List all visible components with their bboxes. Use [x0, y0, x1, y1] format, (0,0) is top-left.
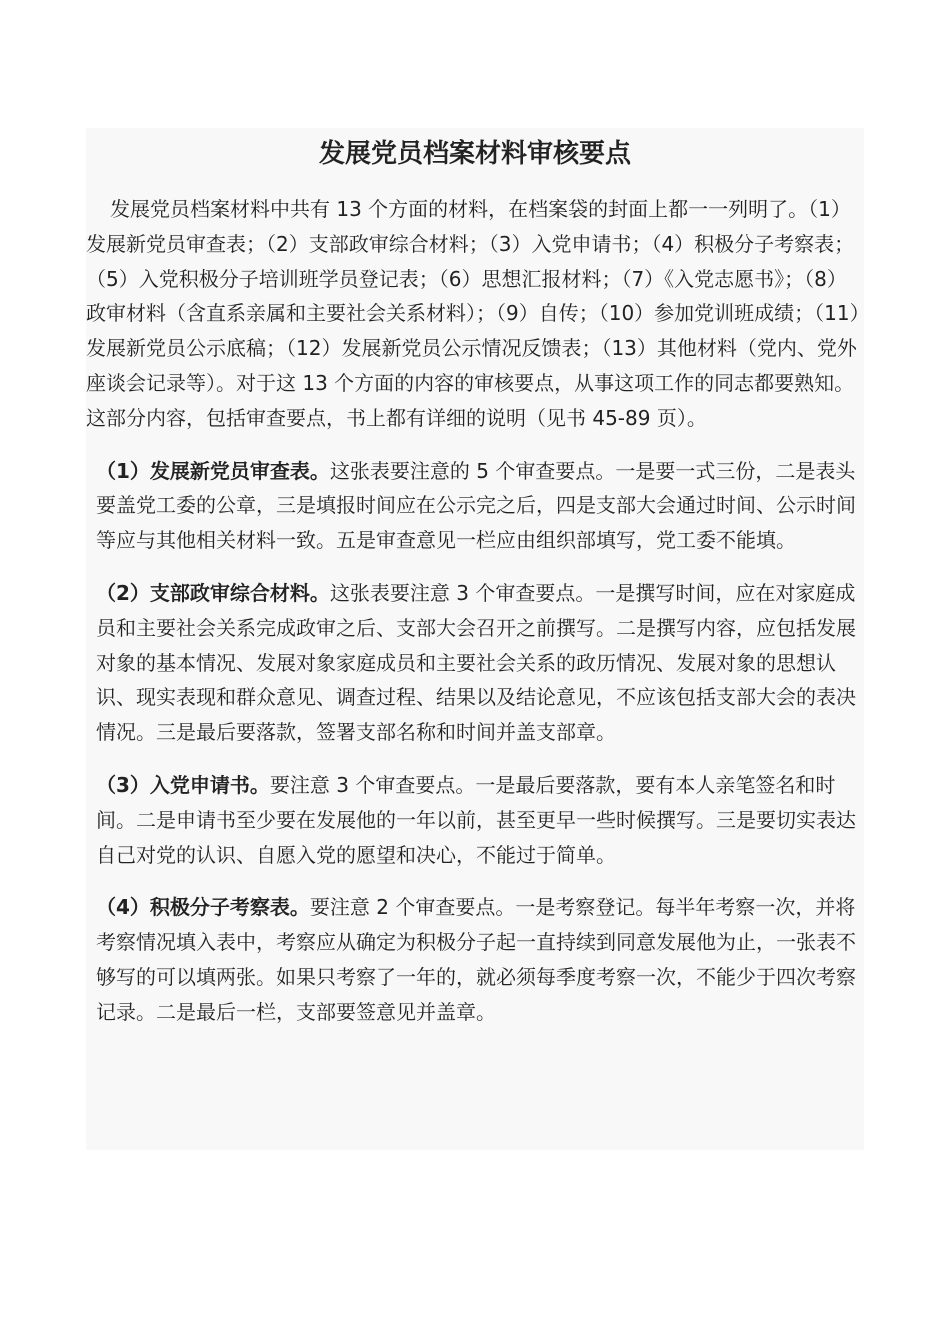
section-party-application — [86, 768, 864, 872]
document-page — [86, 128, 864, 1150]
document-title: 发展党员档案材料审核要点 — [318, 139, 631, 169]
section-heading: （3）入党申请书。 — [96, 772, 270, 797]
section-heading: （4）积极分子考察表。 — [96, 895, 310, 920]
section-branch-political-review — [86, 576, 864, 750]
section-body: 这张表要注意的 5 个审查要点。一是要一式三份，二是表头要盖党工委的公章，三是填报时间应在公示完之后，四是支部大会通过时间、公示时间等应与其他相关材料一致。五是审查意见一栏应由组织部填写，党工委不能填。 — [96, 458, 856, 553]
section-heading: （1）发展新党员审查表。 — [96, 458, 330, 483]
section-body: 这张表要注意 3 个审查要点。一是撰写时间，应在对家庭成员和主要社会关系完成政审之后、支部大会召开之前撰写。二是撰写内容，应包括发展对象的基本情况、发展对象家庭成员和主要社会关系的政历情况、发展对象的思想认识、现实表现和群众意见、调查过程、结果以及结论意见，不应该包括支部大会的表决情况。三是最后要落款，签署支部名称和时间并盖支部章。 — [96, 580, 856, 745]
section-application-review-form — [86, 454, 864, 558]
section-body: 要注意 2 个审查要点。一是考察登记。每半年考察一次，并将考察情况填入表中，考察应从确定为积极分子起一直持续到同意发展他为止，一张表不够写的可以填两张。如果只考察了一年的，就必须每季度考察一次，不能少于四次考察记录。二是最后一栏，支部要签意见并盖章。 — [96, 895, 856, 1024]
section-body: 要注意 3 个审查要点。一是最后要落款，要有本人亲笔签名和时间。二是申请书至少要在发展他的一年以前，甚至更早一些时候撰写。三是要切实表达自己对党的认识、自愿入党的愿望和决心，不能过于简单。 — [96, 772, 856, 867]
section-heading: （2）支部政审综合材料。 — [96, 580, 330, 605]
section-activist-evaluation-form — [86, 890, 864, 1029]
intro-paragraph: 发展党员档案材料中共有 13 个方面的材料，在档案袋的封面上都一一列明了。（1）发展新党员审查表；（2）支部政审综合材料；（3）入党申请书；（4）积极分子考察表；（5）入党积极分子培训班学员登记表；（6）思想汇报材料；（7）《入党志愿书》；（8）政审材料（含直系亲属和主要社会关系材料）；（9）自传；（10）参加党训班成绩；（11）发展新党员公示底稿；（12）发展新党员公示情况反馈表；（13）其他材料（党内、党外座谈会记录等）。对于这 13 个方面的内容的审核要点，从事这项工作的同志都要熟知。这部分内容，包括审查要点，书上都有详细的说明（见书 45-89 页）。 — [86, 197, 860, 430]
